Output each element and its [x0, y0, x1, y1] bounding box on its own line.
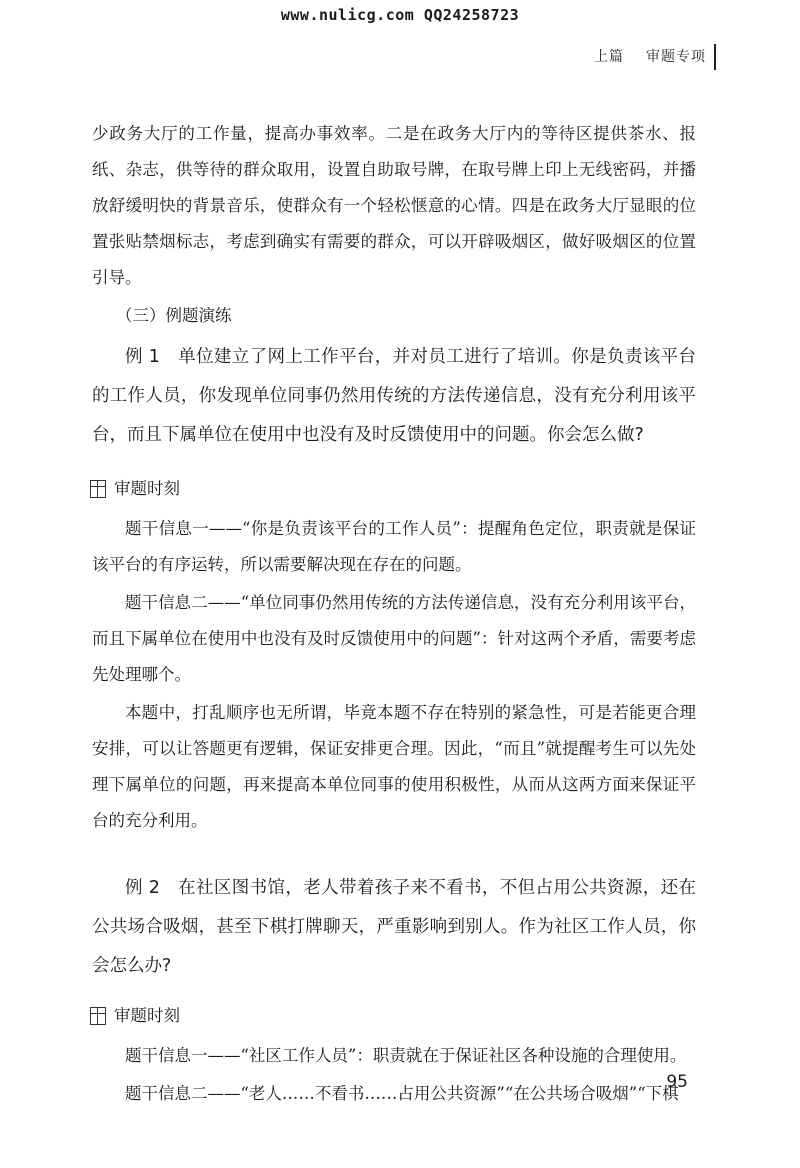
- review-heading-1: [90, 471, 696, 507]
- page-number: 95: [666, 1072, 688, 1092]
- review-1-analysis: 本题中，打乱顺序也无所谓，毕竟本题不存在特别的紧急性，可是若能更合理安排，可以让答题更有逻辑，保证安排更合理。因此，“而且”就提醒考生可以先处理下属单位的问题，再来提高本单位同事的使用积极性，从而从这两方面来保证平台的充分利用。: [92, 703, 696, 830]
- page-body: [92, 116, 696, 1112]
- review-1-info-2: 题干信息二——“单位同事仍然用传统的方法传递信息，没有充分利用该平台，而且下属单位在使用中也没有及时反馈使用中的问题”：针对这两个矛盾，需要考虑先处理哪个。: [92, 593, 696, 684]
- review-heading-2: [90, 998, 696, 1034]
- review-label: 审题时刻: [114, 479, 180, 498]
- running-header: [594, 46, 706, 66]
- header-part: 上篇: [594, 49, 624, 65]
- watermark: www.nulicg.com QQ24258723: [280, 6, 520, 24]
- review-label: 审题时刻: [114, 1006, 180, 1025]
- review-1-info-1: 题干信息一——“你是负责该平台的工作人员”：提醒角色定位，职责就是保证该平台的有序运转，所以需要解决现在存在的问题。: [92, 519, 696, 574]
- paragraph-continued: 少政务大厅的工作量，提高办事效率。二是在政务大厅内的等待区提供茶水、报纸、杂志，供等待的群众取用，设置自助取号牌，在取号牌上印上无线密码，并播放舒缓明快的背景音乐，使群众有一个轻松惬意的心情。四是在政务大厅显眼的位置张贴禁烟标志，考虑到确实有需要的群众，可以开辟吸烟区，做好吸烟区的位置引导。: [92, 124, 696, 287]
- example-1: 例 1 单位建立了网上工作平台，并对员工进行了培训。你是负责该平台的工作人员，你发现单位同事仍然用传统的方法传递信息，没有充分利用该平台，而且下属单位在使用中也没有及时反馈使用中的问题。你会怎么做?: [92, 347, 696, 445]
- review-2-info-1: 题干信息一——“社区工作人员”：职责就在于保证社区各种设施的合理使用。: [125, 1046, 687, 1065]
- review-flag-icon: [90, 1007, 106, 1025]
- example-2: 例 2 在社区图书馆，老人带着孩子来不看书，不但占用公共资源，还在公共场合吸烟，甚至下棋打牌聊天，严重影响到别人。作为社区工作人员，你会怎么办?: [92, 878, 696, 976]
- review-flag-icon: [90, 480, 106, 498]
- header-section: 审题专项: [646, 49, 706, 65]
- header-divider: [714, 44, 716, 70]
- section-title: （三）例题演练: [116, 306, 232, 325]
- review-2-info-2: 题干信息二——“老人……不看书……占用公共资源”“在公共场合吸烟”“下棋: [125, 1084, 679, 1103]
